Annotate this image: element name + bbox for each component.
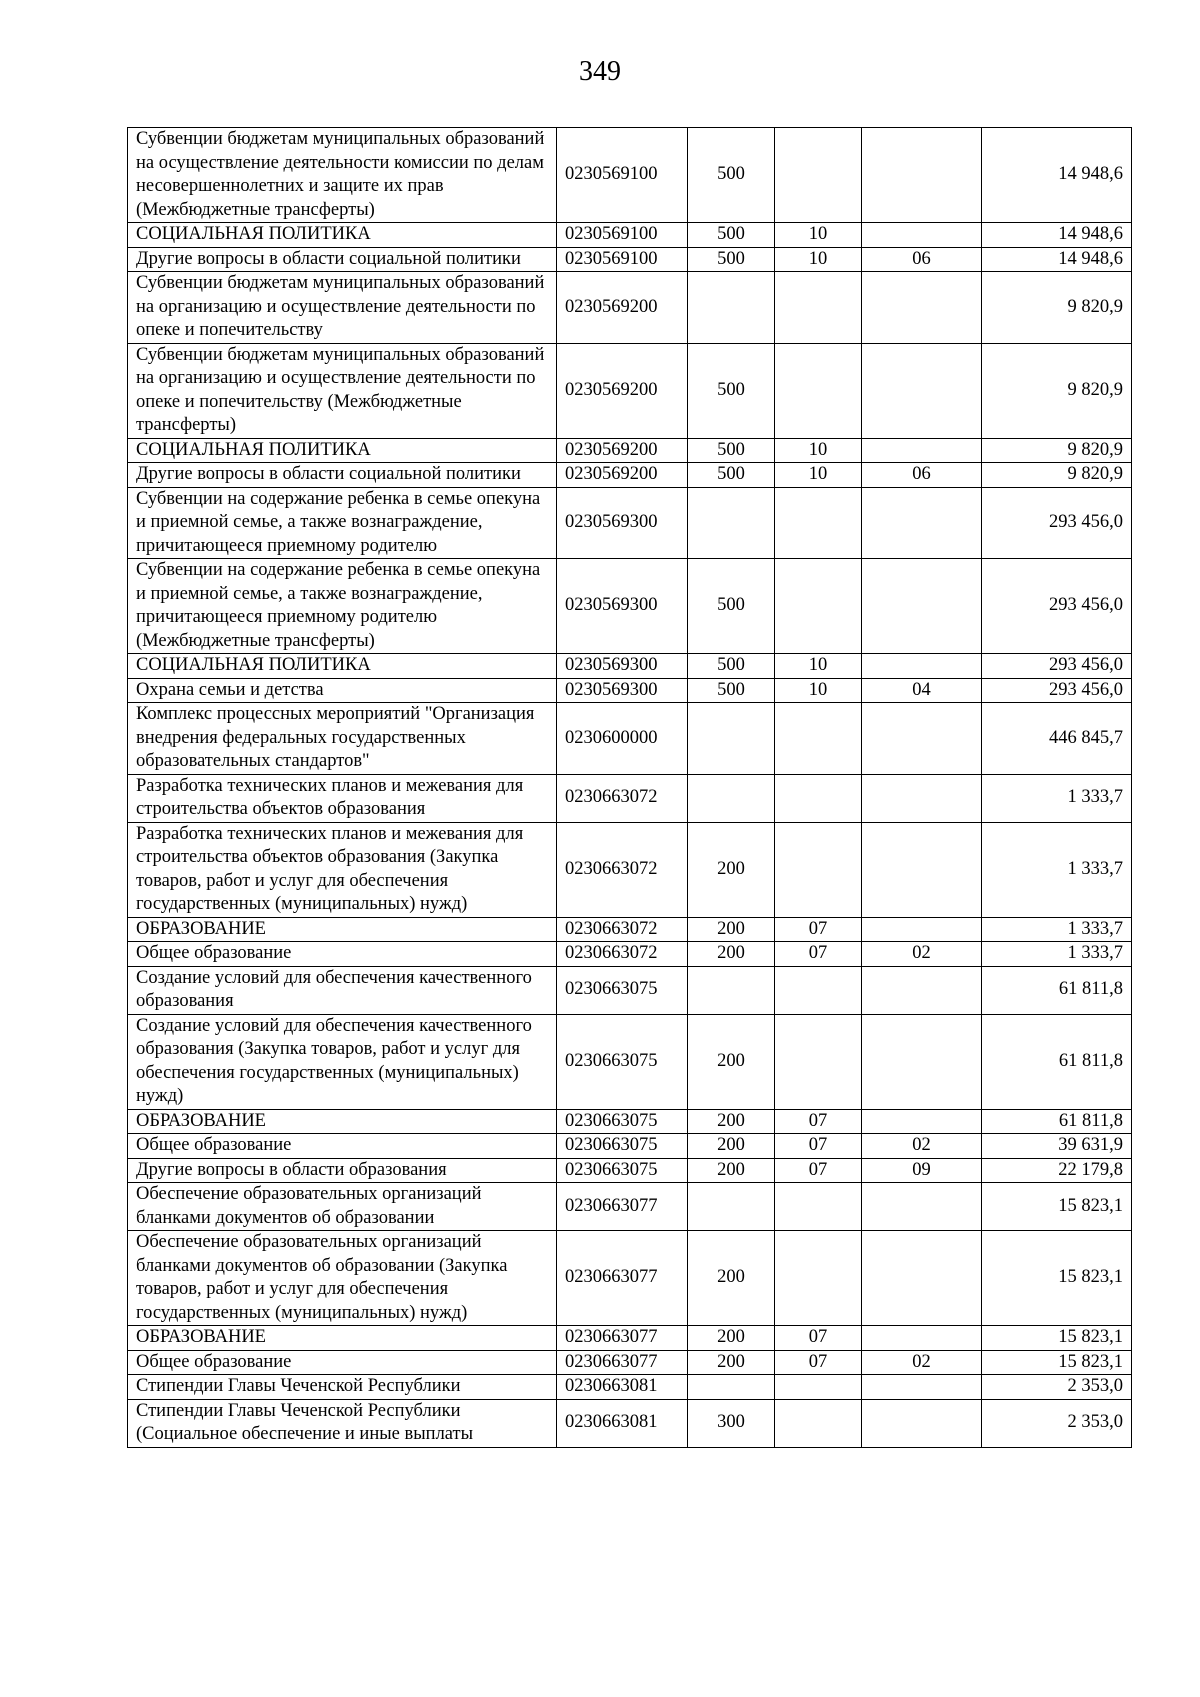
cell-subsection: [862, 1326, 982, 1351]
table-row: [128, 654, 1132, 679]
table-row: [128, 966, 1132, 1014]
cell-subsection: [862, 822, 982, 917]
cell-target-article: 0230569300: [557, 654, 688, 679]
cell-target-article: 0230569100: [557, 247, 688, 272]
cell-subsection: [862, 1109, 982, 1134]
table-row: [128, 272, 1132, 344]
cell-item-name: Другие вопросы в области социальной политики: [128, 247, 557, 272]
page-number: 349: [579, 56, 621, 87]
cell-expense-type: 500: [688, 654, 775, 679]
cell-subsection: [862, 774, 982, 822]
cell-amount: 2 353,0: [982, 1375, 1132, 1400]
cell-item-name: ОБРАЗОВАНИЕ: [128, 1109, 557, 1134]
cell-amount: 293 456,0: [982, 559, 1132, 654]
cell-target-article: 0230600000: [557, 703, 688, 775]
cell-subsection: [862, 703, 982, 775]
cell-section: 07: [775, 1158, 862, 1183]
cell-section: 07: [775, 917, 862, 942]
cell-amount: 1 333,7: [982, 917, 1132, 942]
cell-item-name: Субвенции бюджетам муниципальных образований на организацию и осуществление деятельности по опеке и попечительству (Межбюджетные трансферты): [128, 343, 557, 438]
cell-item-name: СОЦИАЛЬНАЯ ПОЛИТИКА: [128, 438, 557, 463]
table-row: [128, 343, 1132, 438]
cell-target-article: 0230663072: [557, 917, 688, 942]
cell-expense-type: 200: [688, 1109, 775, 1134]
cell-expense-type: 500: [688, 223, 775, 248]
cell-amount: 293 456,0: [982, 678, 1132, 703]
cell-section: [775, 703, 862, 775]
cell-target-article: 0230663077: [557, 1326, 688, 1351]
cell-amount: 293 456,0: [982, 487, 1132, 559]
cell-section: [775, 128, 862, 223]
cell-amount: 9 820,9: [982, 343, 1132, 438]
cell-expense-type: [688, 1183, 775, 1231]
cell-amount: 446 845,7: [982, 703, 1132, 775]
cell-target-article: 0230569200: [557, 343, 688, 438]
cell-amount: 1 333,7: [982, 774, 1132, 822]
table-row: [128, 678, 1132, 703]
cell-amount: 14 948,6: [982, 223, 1132, 248]
table-row: [128, 1326, 1132, 1351]
cell-expense-type: 200: [688, 1158, 775, 1183]
cell-amount: 61 811,8: [982, 1109, 1132, 1134]
cell-item-name: Разработка технических планов и межевания для строительства объектов образования (Закупка товаров, работ и услуг для обеспечения государственных (муниципальных) нужд): [128, 822, 557, 917]
cell-target-article: 0230663077: [557, 1231, 688, 1326]
cell-item-name: СОЦИАЛЬНАЯ ПОЛИТИКА: [128, 654, 557, 679]
cell-target-article: 0230663081: [557, 1375, 688, 1400]
cell-target-article: 0230663075: [557, 1014, 688, 1109]
cell-target-article: 0230569300: [557, 559, 688, 654]
cell-section: [775, 1375, 862, 1400]
table-row: [128, 1399, 1132, 1447]
cell-section: 10: [775, 678, 862, 703]
cell-subsection: 02: [862, 1134, 982, 1159]
cell-subsection: 02: [862, 1350, 982, 1375]
cell-amount: 22 179,8: [982, 1158, 1132, 1183]
cell-section: [775, 1014, 862, 1109]
cell-section: 07: [775, 1109, 862, 1134]
table-row: [128, 1134, 1132, 1159]
table-row: [128, 822, 1132, 917]
cell-section: [775, 822, 862, 917]
cell-item-name: Общее образование: [128, 942, 557, 967]
cell-target-article: 0230663072: [557, 774, 688, 822]
cell-section: [775, 272, 862, 344]
cell-target-article: 0230663075: [557, 966, 688, 1014]
cell-target-article: 0230663075: [557, 1109, 688, 1134]
cell-section: 07: [775, 1134, 862, 1159]
cell-item-name: Субвенции бюджетам муниципальных образований на осуществление деятельности комиссии по делам несовершеннолетних и защите их прав (Межбюджетные трансферты): [128, 128, 557, 223]
cell-subsection: 09: [862, 1158, 982, 1183]
cell-expense-type: 200: [688, 822, 775, 917]
cell-section: [775, 1231, 862, 1326]
cell-section: [775, 1183, 862, 1231]
table-row: [128, 128, 1132, 223]
cell-amount: 15 823,1: [982, 1326, 1132, 1351]
cell-target-article: 0230663077: [557, 1183, 688, 1231]
cell-item-name: Субвенции на содержание ребенка в семье опекуна и приемной семье, а также вознаграждение, причитающееся приемному родителю (Межбюджетные трансферты): [128, 559, 557, 654]
cell-item-name: Субвенции бюджетам муниципальных образований на организацию и осуществление деятельности по опеке и попечительству: [128, 272, 557, 344]
cell-subsection: [862, 917, 982, 942]
cell-subsection: [862, 343, 982, 438]
table-row: [128, 1375, 1132, 1400]
table-row: [128, 1109, 1132, 1134]
cell-amount: 9 820,9: [982, 272, 1132, 344]
cell-subsection: 06: [862, 463, 982, 488]
cell-amount: 14 948,6: [982, 247, 1132, 272]
cell-amount: 9 820,9: [982, 438, 1132, 463]
table-row: [128, 438, 1132, 463]
cell-target-article: 0230663081: [557, 1399, 688, 1447]
cell-target-article: 0230569300: [557, 487, 688, 559]
cell-expense-type: 500: [688, 128, 775, 223]
cell-item-name: Субвенции на содержание ребенка в семье опекуна и приемной семье, а также вознаграждение, причитающееся приемному родителю: [128, 487, 557, 559]
cell-amount: 1 333,7: [982, 942, 1132, 967]
table-row: [128, 942, 1132, 967]
cell-item-name: Обеспечение образовательных организаций бланками документов об образовании (Закупка товаров, работ и услуг для обеспечения государственных (муниципальных) нужд): [128, 1231, 557, 1326]
cell-expense-type: 200: [688, 1014, 775, 1109]
cell-amount: 2 353,0: [982, 1399, 1132, 1447]
table-row: [128, 559, 1132, 654]
cell-expense-type: 500: [688, 438, 775, 463]
cell-section: [775, 774, 862, 822]
table-row: [128, 1014, 1132, 1109]
cell-item-name: Общее образование: [128, 1134, 557, 1159]
cell-item-name: ОБРАЗОВАНИЕ: [128, 917, 557, 942]
cell-subsection: [862, 1183, 982, 1231]
cell-item-name: Создание условий для обеспечения качественного образования (Закупка товаров, работ и услуг для обеспечения государственных (муниципальных) нужд): [128, 1014, 557, 1109]
cell-section: 10: [775, 247, 862, 272]
cell-amount: 15 823,1: [982, 1231, 1132, 1326]
cell-amount: 15 823,1: [982, 1350, 1132, 1375]
table-row: [128, 917, 1132, 942]
cell-expense-type: [688, 703, 775, 775]
cell-subsection: [862, 1014, 982, 1109]
cell-expense-type: [688, 272, 775, 344]
table-row: [128, 247, 1132, 272]
cell-item-name: Охрана семьи и детства: [128, 678, 557, 703]
cell-subsection: [862, 128, 982, 223]
table-row: [128, 1183, 1132, 1231]
cell-amount: 293 456,0: [982, 654, 1132, 679]
cell-expense-type: 500: [688, 559, 775, 654]
cell-target-article: 0230569200: [557, 272, 688, 344]
table-row: [128, 463, 1132, 488]
cell-subsection: [862, 272, 982, 344]
cell-section: 07: [775, 942, 862, 967]
table-row: [128, 703, 1132, 775]
cell-subsection: [862, 654, 982, 679]
cell-target-article: 0230663072: [557, 942, 688, 967]
cell-amount: 61 811,8: [982, 966, 1132, 1014]
cell-item-name: Создание условий для обеспечения качественного образования: [128, 966, 557, 1014]
cell-section: 10: [775, 223, 862, 248]
cell-target-article: 0230569100: [557, 223, 688, 248]
cell-target-article: 0230663075: [557, 1134, 688, 1159]
cell-expense-type: 500: [688, 463, 775, 488]
cell-item-name: Стипендии Главы Чеченской Республики: [128, 1375, 557, 1400]
cell-expense-type: 500: [688, 247, 775, 272]
cell-item-name: Общее образование: [128, 1350, 557, 1375]
cell-subsection: [862, 966, 982, 1014]
table-row: [128, 1350, 1132, 1375]
cell-section: [775, 966, 862, 1014]
cell-target-article: 0230569200: [557, 463, 688, 488]
cell-item-name: Обеспечение образовательных организаций бланками документов об образовании: [128, 1183, 557, 1231]
cell-item-name: СОЦИАЛЬНАЯ ПОЛИТИКА: [128, 223, 557, 248]
cell-section: 07: [775, 1350, 862, 1375]
table-row: [128, 774, 1132, 822]
table-row: [128, 1158, 1132, 1183]
cell-section: 10: [775, 654, 862, 679]
cell-target-article: 0230663072: [557, 822, 688, 917]
cell-target-article: 0230663075: [557, 1158, 688, 1183]
cell-subsection: 06: [862, 247, 982, 272]
cell-expense-type: 500: [688, 343, 775, 438]
cell-expense-type: 200: [688, 1231, 775, 1326]
cell-target-article: 0230569100: [557, 128, 688, 223]
cell-expense-type: [688, 966, 775, 1014]
cell-expense-type: [688, 487, 775, 559]
cell-subsection: [862, 1375, 982, 1400]
cell-subsection: [862, 1399, 982, 1447]
cell-amount: 15 823,1: [982, 1183, 1132, 1231]
cell-section: 10: [775, 438, 862, 463]
cell-amount: 39 631,9: [982, 1134, 1132, 1159]
cell-subsection: [862, 487, 982, 559]
cell-subsection: [862, 223, 982, 248]
cell-expense-type: 200: [688, 1350, 775, 1375]
cell-item-name: ОБРАЗОВАНИЕ: [128, 1326, 557, 1351]
cell-subsection: [862, 1231, 982, 1326]
cell-expense-type: [688, 774, 775, 822]
cell-expense-type: 200: [688, 1326, 775, 1351]
cell-section: 10: [775, 463, 862, 488]
cell-section: 07: [775, 1326, 862, 1351]
cell-expense-type: 200: [688, 1134, 775, 1159]
table-row: [128, 223, 1132, 248]
budget-table: [127, 127, 1132, 1448]
cell-section: [775, 343, 862, 438]
cell-subsection: 02: [862, 942, 982, 967]
cell-subsection: 04: [862, 678, 982, 703]
cell-section: [775, 487, 862, 559]
cell-expense-type: 200: [688, 942, 775, 967]
cell-amount: 9 820,9: [982, 463, 1132, 488]
cell-item-name: Разработка технических планов и межевания для строительства объектов образования: [128, 774, 557, 822]
table-row: [128, 1231, 1132, 1326]
cell-amount: 61 811,8: [982, 1014, 1132, 1109]
table-row: [128, 487, 1132, 559]
cell-section: [775, 1399, 862, 1447]
cell-amount: 1 333,7: [982, 822, 1132, 917]
cell-subsection: [862, 438, 982, 463]
budget-table-body: [128, 128, 1132, 1448]
cell-target-article: 0230663077: [557, 1350, 688, 1375]
cell-expense-type: 500: [688, 678, 775, 703]
cell-target-article: 0230569200: [557, 438, 688, 463]
cell-item-name: Другие вопросы в области образования: [128, 1158, 557, 1183]
cell-expense-type: 300: [688, 1399, 775, 1447]
cell-expense-type: 200: [688, 917, 775, 942]
cell-expense-type: [688, 1375, 775, 1400]
cell-item-name: Стипендии Главы Чеченской Республики (Социальное обеспечение и иные выплаты: [128, 1399, 557, 1447]
cell-item-name: Комплекс процессных мероприятий "Организация внедрения федеральных государственных образовательных стандартов": [128, 703, 557, 775]
cell-target-article: 0230569300: [557, 678, 688, 703]
cell-subsection: [862, 559, 982, 654]
cell-amount: 14 948,6: [982, 128, 1132, 223]
cell-section: [775, 559, 862, 654]
cell-item-name: Другие вопросы в области социальной политики: [128, 463, 557, 488]
